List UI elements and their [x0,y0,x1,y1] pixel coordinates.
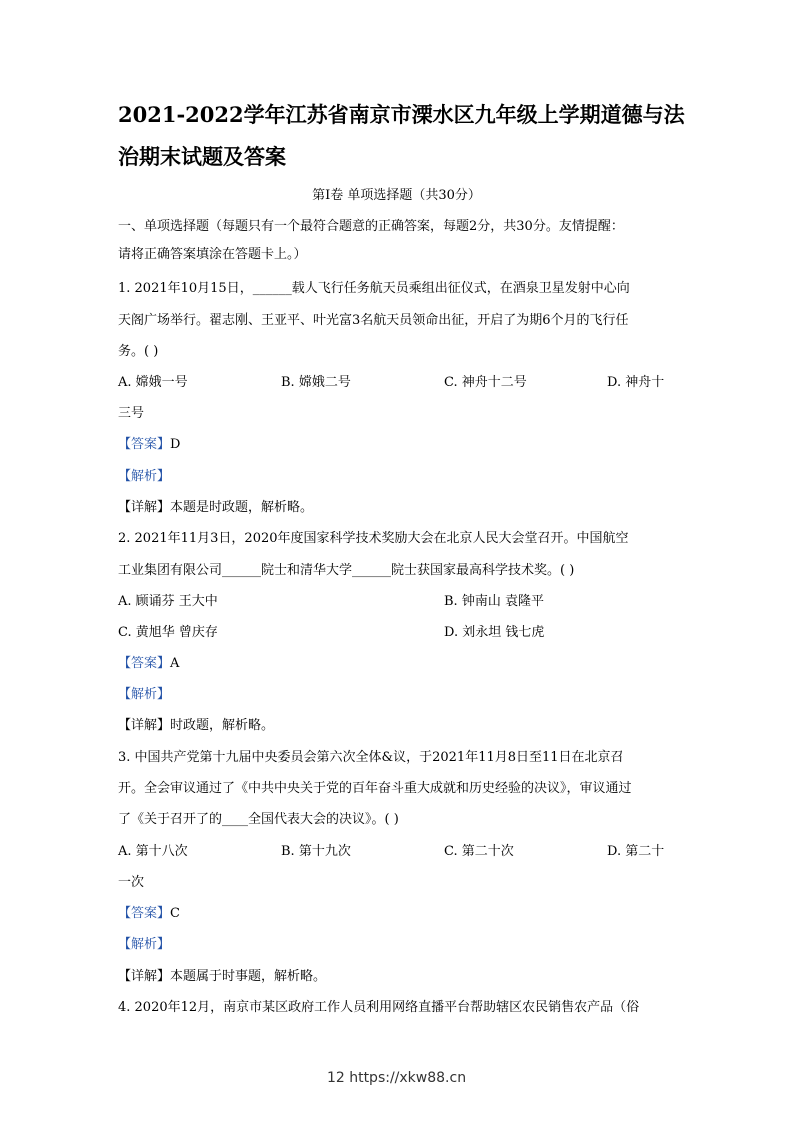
question-2-analysis [118,685,170,705]
question-3-analysis [118,935,170,955]
question-3-option-wrap: 一次 [118,875,145,890]
intro-line: 请将正确答案填涂在答题卡上。） [118,247,307,262]
question-2-option-b: B. 钟南山 袁隆平 [444,594,544,609]
question-1-option-wrap: 三号 [118,406,145,421]
answer-tag: 【答案】 [118,656,171,671]
question-3-option-c: C. 第二十次 [444,844,514,859]
detail-text: 时政题，解析略。 [170,718,275,733]
question-2-option-d: D. 刘永坦 钱七虎 [444,625,545,640]
question-1-option-b: B. 嫦娥二号 [281,375,351,390]
detail-tag: 【详解】 [118,500,171,515]
question-2-option-c: C. 黄旭华 曾庆存 [118,625,218,640]
analysis-tag: 【解析】 [118,469,171,484]
question-2-option-a: A. 顾诵芬 王大中 [118,594,218,609]
answer-tag: 【答案】 [118,437,171,452]
question-3-detail [118,967,326,987]
question-2-detail [118,716,274,736]
section-header: 第Ⅰ卷 单项选择题（共30分） [312,188,481,203]
question-3-line: 3. 中国共产党第十九届中央委员会第六次全体&议，于2021年11月8日至11日在北京召 [118,750,624,765]
question-4-line: 4. 2020年12月，南京市某区政府工作人员利用网络直播平台帮助辖区农民销售农产品（俗 [118,1000,640,1015]
question-1-detail [118,498,313,518]
question-1-answer [118,435,180,455]
detail-text: 本题是时政题，解析略。 [170,500,314,515]
question-1-line: 1. 2021年10月15日，______载人飞行任务航天员乘组出征仪式，在酒泉卫星发射中心向 [118,281,630,296]
answer-value: A [170,656,180,671]
document-title-line-1: 2021-2022学年江苏省南京市溧水区九年级上学期道德与法 [118,102,685,127]
detail-tag: 【详解】 [118,969,171,984]
answer-value: D [170,437,181,452]
question-1-option-d: D. 神舟十 [607,375,665,390]
analysis-tag: 【解析】 [118,687,171,702]
analysis-tag: 【解析】 [118,937,171,952]
detail-tag: 【详解】 [118,718,171,733]
question-1-line: 天阁广场举行。翟志刚、王亚平、叶光富3名航天员领命出征，开启了为期6个月的飞行任 [118,313,629,328]
question-2-line: 工业集团有限公司______院士和清华大学______院士获国家最高科学技术奖。( ) [118,563,575,578]
detail-text: 本题属于时事题，解析略。 [170,969,327,984]
document-title-line-2: 治期末试题及答案 [118,144,286,169]
question-1-analysis [118,467,170,487]
question-3-line: 了《关于召开了的____全国代表大会的决议》。( ) [118,812,399,827]
question-1-option-a: A. 嫦娥一号 [118,375,188,390]
answer-tag: 【答案】 [118,906,171,921]
answer-value: C [170,906,180,921]
question-1-option-c: C. 神舟十二号 [444,375,527,390]
intro-line: 一、单项选择题（每题只有一个最符合题意的正确答案，每题2分，共30分。友情提醒： [118,219,624,234]
question-3-option-a: A. 第十八次 [118,844,188,859]
page-footer: 12 https://xkw88.cn [326,1070,467,1086]
question-3-line: 开。全会审议通过了《中共中央关于党的百年奋斗重大成就和历史经验的决议》，审议通过 [118,781,632,796]
question-3-option-b: B. 第十九次 [281,844,351,859]
question-3-option-d: D. 第二十 [607,844,665,859]
question-1-line: 务。( ) [118,344,159,359]
question-3-answer [118,904,180,924]
question-2-answer [118,654,179,674]
question-2-line: 2. 2021年11月3日，2020年度国家科学技术奖励大会在北京人民大会堂召开。中国航空 [118,531,629,546]
